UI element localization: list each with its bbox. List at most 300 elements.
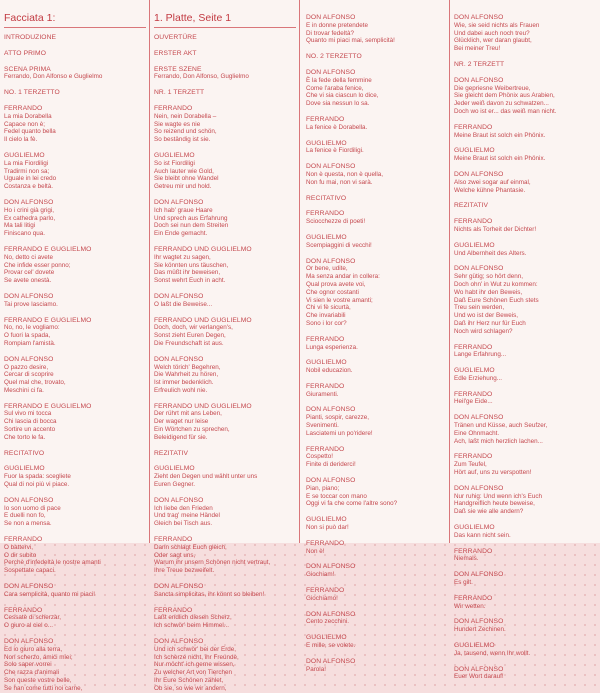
libretto-block: [154, 583, 296, 599]
libretto-block: [454, 61, 598, 69]
speaker-label: SCENA PRIMA: [4, 65, 51, 73]
verse-line: Welche kühne Phantasie.: [454, 186, 526, 194]
verse-line: Wie, sie seid nichts als Frauen: [454, 21, 540, 29]
verse-line: Gleich bei Tisch aus.: [154, 520, 213, 528]
speaker-label: FERRANDO: [4, 536, 43, 544]
verse-line: Und dabei auch noch treu?: [454, 29, 530, 37]
verse-line: Pian, piano;: [306, 484, 340, 492]
verse-line: Sciocchezze di poeti!: [306, 218, 366, 226]
speaker-label: GUGLIELMO: [454, 524, 495, 532]
libretto-block: [306, 163, 448, 186]
verse-line: Sul vivo mi tocca: [4, 410, 52, 418]
speaker-label: DON ALFONSO: [454, 484, 504, 492]
verse-line: Non scherzo, amici miei;: [4, 653, 73, 661]
verse-line: No, no, le vogliamo:: [4, 324, 60, 332]
speaker-label: DON ALFONSO: [4, 355, 54, 363]
speaker-label: FERRANDO: [454, 343, 493, 351]
verse-line: Sie wagte es nie: [154, 120, 201, 128]
verse-line: Warum ihr unsern Schönen nicht vertraut,: [154, 559, 271, 567]
speaker-label: DON ALFONSO: [306, 163, 356, 171]
verse-line: Und trag' meine Händel: [154, 512, 220, 520]
libretto-block: [154, 34, 296, 42]
speaker-label: DON ALFONSO: [454, 265, 504, 273]
speaker-label: FERRANDO UND GUGLIELMO: [154, 245, 252, 253]
verse-line: Non fu mai, non vi sarà.: [306, 178, 373, 186]
speaker-label: DON ALFONSO: [154, 198, 204, 206]
speaker-label: DON ALFONSO: [454, 618, 504, 626]
verse-line: Non è!: [306, 547, 325, 555]
verse-line: Und sprech aus Erfahrung: [154, 214, 228, 222]
libretto-block: [454, 414, 598, 445]
libretto-block: [4, 293, 146, 309]
speaker-label: FERRANDO: [306, 382, 345, 390]
verse-line: Finite di deriderci!: [306, 461, 356, 469]
speaker-label: FERRANDO: [154, 606, 193, 614]
speaker-label: FERRANDO: [4, 606, 43, 614]
verse-line: Io son uomo di pace: [4, 504, 61, 512]
verse-line: Sancta simplicitas, ihr könnt so bleiben!: [154, 590, 265, 598]
verse-line: Sonst wehrt Euch in acht.: [154, 277, 226, 285]
verse-line: Chi lascia di bocca: [4, 418, 57, 426]
libretto-block: [454, 147, 598, 163]
speaker-label: NR. 2 TERZETT: [454, 60, 505, 68]
speaker-label: GUGLIELMO: [454, 147, 495, 155]
verse-line: Ihr Eure Schönen zählet,: [154, 677, 224, 684]
verse-line: Parola!: [306, 665, 326, 673]
verse-line: O pazzo desire,: [4, 363, 49, 371]
libretto-block: [154, 89, 296, 97]
libretto-block: [306, 258, 448, 328]
speaker-label: DON ALFONSO: [306, 14, 356, 21]
speaker-label: FERRANDO: [4, 104, 43, 112]
libretto-block: [454, 218, 598, 234]
verse-line: Sospettate capaci.: [4, 567, 56, 575]
speaker-label: GUGLIELMO: [306, 516, 347, 524]
speaker-label: GUGLIELMO: [4, 151, 45, 159]
libretto-block: [4, 34, 146, 42]
verse-line: Rompiam l'amistà.: [4, 339, 56, 347]
verse-line: Doch sei nun dem Streiten: [154, 222, 229, 230]
verse-line: Come l'araba fenice,: [306, 84, 364, 92]
verse-line: Non si può dar!: [306, 524, 349, 532]
verse-line: Che razza d'animali: [4, 669, 60, 677]
libretto-block: [4, 497, 146, 528]
verse-line: Treu sein werden,: [454, 304, 505, 312]
verse-line: Ich schwör' beim Himmel...: [154, 622, 230, 630]
libretto-block: [454, 202, 598, 210]
libretto-block: [306, 563, 448, 579]
libretto-block: [4, 356, 146, 395]
libretto-block: [4, 583, 146, 599]
speaker-label: FERRANDO: [306, 539, 345, 547]
verse-line: Costanza e beltà.: [4, 183, 54, 191]
speaker-label: GUGLIELMO: [306, 233, 347, 241]
verse-line: Und Albernheit des Alters.: [454, 249, 527, 257]
libretto-block: [306, 210, 448, 226]
libretto-block: [454, 666, 598, 682]
libretto-block: [154, 465, 296, 488]
verse-line: Ich scherze nicht, ihr Freunde,: [154, 653, 239, 661]
libretto-column-german-1: [150, 0, 298, 692]
verse-line: Se han come tutti noi carne,: [4, 684, 83, 692]
verse-line: Und ich schwör' bei der Erde,: [154, 645, 237, 653]
speaker-label: FERRANDO: [154, 536, 193, 544]
speaker-label: DON ALFONSO: [306, 68, 356, 76]
libretto-block: [4, 246, 146, 285]
verse-line: Non è questa, non è quella,: [306, 170, 384, 178]
speaker-label: GUGLIELMO: [454, 241, 495, 249]
libretto-block: [4, 450, 146, 458]
verse-line: Euren Gegner.: [154, 481, 195, 489]
verse-line: Sehr gütig; so hört denn,: [454, 273, 523, 281]
verse-line: Sono i lor cor?: [306, 319, 347, 327]
verse-line: Lasciatemi un po'ridere!: [306, 429, 373, 437]
verse-line: Zieht den Degen und wählt unter uns: [154, 473, 258, 481]
speaker-label: DON ALFONSO: [454, 76, 504, 84]
verse-line: Und wo ist der Beweis,: [454, 312, 519, 320]
verse-line: Handgreiflich heute beweise,: [454, 500, 535, 508]
speaker-label: FERRANDO: [454, 218, 493, 226]
speaker-label: RECITATIVO: [4, 449, 45, 457]
libretto-block: [454, 77, 598, 116]
speaker-label: FERRANDO E GUGLIELMO: [4, 245, 92, 253]
verse-line: Die Wahrheit zu hören,: [154, 371, 219, 379]
verse-line: Dann schlagt Euch gleich,: [154, 543, 227, 551]
verse-line: Se non a mensa.: [4, 520, 52, 528]
libretto-block: [454, 124, 598, 140]
libretto-block: [306, 336, 448, 352]
verse-line: Che ognor costanti: [306, 288, 359, 296]
verse-line: La mia Fiordiligi: [4, 159, 49, 167]
verse-line: Ma senza andar in collera:: [306, 273, 380, 281]
verse-line: Giochiamo!: [306, 594, 338, 602]
verse-line: So beständig ist sie.: [154, 136, 211, 144]
libretto-block: [4, 607, 146, 630]
libretto-block: [4, 66, 146, 82]
speaker-label: DON ALFONSO: [454, 14, 504, 21]
libretto-block: [154, 199, 296, 238]
verse-line: Lunga esperienza.: [306, 343, 358, 351]
speaker-label: REZITATIV: [154, 449, 189, 457]
verse-line: Provar cel' dovete: [4, 269, 55, 277]
verse-line: Ma tali litigi: [4, 222, 36, 230]
verse-line: O dir subito: [4, 551, 37, 559]
verse-line: Quanto mi piaci mai, semplicità!: [306, 37, 395, 45]
verse-line: Che vi sia ciascun lo dice,: [306, 92, 379, 100]
libretto-block: [454, 485, 598, 516]
libretto-block: [4, 638, 146, 693]
libretto-block: [454, 265, 598, 335]
verse-line: Oder sagt uns,: [154, 551, 196, 559]
speaker-label: GUGLIELMO: [306, 634, 347, 642]
libretto-block: [154, 450, 296, 458]
verse-line: La fenice è Dorabella.: [306, 123, 368, 131]
libretto-block: [154, 66, 296, 82]
verse-line: Tränen und Küsse, auch Seufzer,: [454, 422, 548, 430]
verse-line: O battervi,: [4, 543, 34, 551]
libretto-block: [4, 105, 146, 144]
verse-line: Ferrando, Don Alfonso, Guglielmo: [154, 73, 249, 81]
verse-line: Der rührt mit ans Leben,: [154, 410, 222, 418]
libretto-block: [454, 642, 598, 658]
libretto-block: [4, 50, 146, 58]
verse-line: Sonst zieht Euren Degen,: [154, 332, 226, 340]
speaker-label: DON ALFONSO: [4, 638, 54, 646]
verse-line: Cento zecchini.: [306, 618, 350, 626]
libretto-block: [306, 116, 448, 132]
libretto-block: [306, 516, 448, 532]
verse-line: Getreu mir und hold.: [154, 183, 212, 191]
speaker-label: INTRODUZIONE: [4, 34, 57, 41]
verse-line: Beleidigend für sie.: [154, 433, 208, 441]
speaker-label: DON ALFONSO: [454, 571, 504, 579]
verse-line: Tradirmi non sa;: [4, 167, 50, 175]
libretto-block: [454, 595, 598, 611]
speaker-label: NR. 1 TERZETT: [154, 89, 205, 97]
verse-line: Ich liebe den Frieden: [154, 504, 213, 512]
speaker-label: NO. 2 TERZETTO: [306, 53, 362, 61]
verse-line: Heil'ge Eide...: [454, 398, 493, 406]
verse-line: Cercar di scoprire: [4, 371, 54, 379]
speaker-label: DON ALFONSO: [4, 198, 54, 206]
verse-line: Doch ohn' in Wut zu kommen:: [454, 280, 538, 288]
speaker-label: DON ALFONSO: [4, 292, 54, 300]
libretto-block: [154, 246, 296, 285]
libretto-block: [306, 53, 448, 61]
column-header: Facciata 1:: [4, 11, 146, 28]
verse-line: Pianti, sospir, carezze,: [306, 414, 369, 422]
verse-line: Das müßt ihr beweisen,: [154, 269, 221, 277]
verse-line: Die gepriesne Weibertreue,: [454, 84, 531, 92]
libretto-block: [154, 317, 296, 348]
verse-line: Sie bleibt ohne Wandel: [154, 175, 219, 183]
verse-line: E mille, se volete.: [306, 642, 356, 650]
libretto-block: [154, 50, 296, 58]
verse-line: O laßt die Beweise...: [154, 300, 213, 308]
speaker-label: FERRANDO UND GUGLIELMO: [154, 402, 252, 410]
libretto-column-italian-2: [302, 0, 450, 673]
verse-line: Qual prova avete voi,: [306, 280, 366, 288]
libretto-block: [4, 89, 146, 97]
libretto-block: [306, 587, 448, 603]
libretto-block: [306, 446, 448, 469]
verse-line: Oggi vi fa che come l'altre sono?: [306, 500, 398, 508]
verse-line: Quel mal che, trovato,: [4, 379, 66, 387]
verse-line: So reizend und schön,: [154, 128, 217, 136]
verse-line: Tai prove lasciamo.: [4, 300, 58, 308]
libretto-block: [306, 69, 448, 108]
speaker-label: FERRANDO: [306, 115, 345, 123]
verse-line: Bei meiner Treu!: [454, 45, 501, 53]
speaker-label: FERRANDO E GUGLIELMO: [4, 316, 92, 324]
column-header: 1. Platte, Seite 1: [154, 11, 296, 28]
verse-line: Vi sien le vostre amanti;: [306, 296, 373, 304]
verse-line: Dove sia nessun lo sa.: [306, 100, 370, 108]
libretto-block: [4, 403, 146, 442]
verse-line: Also zwei sogar auf einmal,: [454, 178, 531, 186]
verse-line: Son queste vostre belle,: [4, 677, 72, 684]
speaker-label: DON ALFONSO: [306, 477, 356, 485]
libretto-block: [4, 317, 146, 348]
verse-line: Ho i crini già grigi,: [4, 206, 55, 214]
verse-line: Lange Erfahrung...: [454, 351, 507, 359]
speaker-label: GUGLIELMO: [4, 465, 45, 473]
verse-line: Meine Braut ist solch ein Phönix.: [454, 131, 546, 139]
libretto-block: [306, 658, 448, 674]
verse-line: Jeder weiß davon zu schwatzen...: [454, 100, 549, 108]
speaker-label: FERRANDO: [306, 210, 345, 218]
speaker-label: FERRANDO E GUGLIELMO: [4, 402, 92, 410]
libretto-block: [306, 406, 448, 437]
libretto-block: [454, 548, 598, 564]
libretto-block: [154, 497, 296, 528]
speaker-label: DON ALFONSO: [306, 257, 356, 265]
verse-line: Daß sie wie alle andern?: [454, 508, 524, 516]
libretto-block: [154, 293, 296, 309]
libretto-block: [154, 105, 296, 144]
verse-line: La fenice è Fiordiligi.: [306, 147, 364, 155]
verse-line: Hört auf, uns zu verspotten!: [454, 469, 532, 477]
verse-line: Ach, laßt mich herzlich lachen...: [454, 437, 543, 445]
libretto-block: [4, 465, 146, 488]
libretto-block: [154, 536, 296, 575]
verse-line: Ist immer bedenklich.: [154, 379, 214, 387]
libretto-block: [154, 607, 296, 630]
verse-line: Erfreulich wohl nie.: [154, 386, 208, 394]
verse-line: Meschini ci fa.: [4, 386, 44, 394]
speaker-label: DON ALFONSO: [306, 563, 356, 571]
speaker-label: GUGLIELMO: [154, 465, 195, 473]
libretto-block: [306, 611, 448, 627]
speaker-label: DON ALFONSO: [306, 657, 356, 665]
verse-line: Welch törich' Begehren,: [154, 363, 221, 371]
speaker-label: DON ALFONSO: [306, 406, 356, 414]
libretto-block: [454, 367, 598, 383]
verse-line: Glücklich, wer daran glaubt,: [454, 37, 532, 45]
verse-line: Nobil educazion.: [306, 367, 353, 375]
verse-line: Laßt endlich diesen Scherz,: [154, 614, 232, 622]
speaker-label: ATTO PRIMO: [4, 49, 46, 57]
libretto-block: [306, 14, 448, 45]
libretto-block: [306, 383, 448, 399]
speaker-label: DON ALFONSO: [4, 583, 54, 591]
verse-line: Die Freundschaft ist aus.: [154, 339, 224, 347]
speaker-label: ERSTE SZENE: [154, 65, 202, 73]
speaker-label: NO. 1 TERZETTO: [4, 89, 60, 97]
verse-line: Es gilt.: [454, 579, 473, 587]
speaker-label: FERRANDO: [154, 104, 193, 112]
verse-line: Daß ihr Herz nur für Euch: [454, 319, 526, 327]
libretto-block: [306, 359, 448, 375]
verse-line: Eine Ohnmacht.: [454, 429, 500, 437]
verse-line: Fedel quanto bella: [4, 128, 56, 136]
libretto-block: [154, 403, 296, 442]
verse-line: Che torto le fa.: [4, 433, 46, 441]
verse-line: No, detto ci avete: [4, 253, 54, 261]
speaker-label: FERRANDO: [454, 594, 493, 602]
libretto-block: [454, 344, 598, 360]
speaker-label: DON ALFONSO: [454, 665, 504, 673]
verse-line: E se toccar con mano: [306, 492, 367, 500]
verse-line: Meine Braut ist solch ein Phönix.: [454, 155, 546, 163]
libretto-block: [306, 140, 448, 156]
verse-line: Der waget nur leise: [154, 418, 209, 426]
verse-line: Noch wird schlagen?: [454, 327, 513, 335]
libretto-block: [454, 242, 598, 258]
verse-line: E in donne pretendete: [306, 21, 368, 29]
verse-line: O giuro al ciel o...: [4, 622, 53, 630]
verse-line: Wir wetten.: [454, 602, 486, 610]
speaker-label: OUVERTÜRE: [154, 34, 197, 41]
verse-line: Nur ruhig: Und wenn ich's Euch: [454, 492, 543, 500]
speaker-label: GUGLIELMO: [306, 139, 347, 147]
speaker-label: DON ALFONSO: [454, 170, 504, 178]
libretto-block: [454, 14, 598, 53]
libretto-block: [454, 524, 598, 540]
verse-line: Ich hab' graue Haare: [154, 206, 213, 214]
verse-line: Euer Wort darauf!: [454, 673, 504, 681]
libretto-column-italian-1: [0, 0, 148, 692]
speaker-label: DON ALFONSO: [306, 610, 356, 618]
speaker-label: RECITATIVO: [306, 194, 347, 202]
verse-line: Zum Teufel,: [454, 461, 487, 469]
verse-line: Ob sie, so wie wir andern,: [154, 684, 227, 692]
verse-line: Ed io giuro alla terra,: [4, 645, 63, 653]
speaker-label: FERRANDO: [306, 587, 345, 595]
verse-line: Niemals.: [454, 555, 479, 563]
verse-line: Che invariabili: [306, 312, 346, 320]
verse-line: Wo habt ihr den Beweis,: [454, 288, 523, 296]
speaker-label: DON ALFONSO: [154, 292, 204, 300]
speaker-label: DON ALFONSO: [154, 496, 204, 504]
libretto-column-german-2: [450, 0, 600, 681]
speaker-label: FERRANDO UND GUGLIELMO: [154, 316, 252, 324]
speaker-label: DON ALFONSO: [4, 496, 54, 504]
libretto-block: [454, 171, 598, 194]
verse-line: Nichts als Torheit der Dichter!: [454, 225, 537, 233]
verse-line: Solo saper vorrei: [4, 661, 52, 669]
verse-line: Di trovar fedeltà?: [306, 29, 354, 37]
verse-line: Doch, doch, wir verlangen's,: [154, 324, 233, 332]
verse-line: Uguale in lei credo: [4, 175, 57, 183]
speaker-label: FERRANDO: [306, 335, 345, 343]
verse-line: Sortire un accento: [4, 426, 56, 434]
speaker-label: DON ALFONSO: [454, 414, 504, 422]
verse-line: Scempiaggini di vecchi!: [306, 241, 372, 249]
speaker-label: FERRANDO: [454, 547, 493, 555]
libretto-block: [4, 536, 146, 575]
speaker-label: DON ALFONSO: [154, 355, 204, 363]
verse-line: Ja, tausend, wenn Ihr wollt.: [454, 649, 531, 657]
libretto-block: [306, 195, 448, 203]
libretto-block: [154, 356, 296, 395]
verse-line: Cospetto!: [306, 453, 333, 461]
verse-line: Chi vi fè sicurtà,: [306, 304, 351, 312]
verse-line: Auch lauter wie Gold,: [154, 167, 214, 175]
verse-line: Se avete onestà.: [4, 277, 52, 285]
verse-line: Svenimenti.: [306, 422, 339, 430]
verse-line: Giuramenti.: [306, 390, 339, 398]
speaker-label: FERRANDO: [454, 453, 493, 461]
verse-line: Or bene, udite,: [306, 265, 348, 273]
verse-line: Ihr wagtet zu sagen,: [154, 253, 211, 261]
libretto-block: [454, 618, 598, 634]
libretto-block: [454, 571, 598, 587]
libretto-block: [306, 477, 448, 508]
libretto-block: [454, 453, 598, 476]
libretto-block: [306, 540, 448, 556]
verse-line: Zu welcher Art von Tierchen: [154, 669, 233, 677]
